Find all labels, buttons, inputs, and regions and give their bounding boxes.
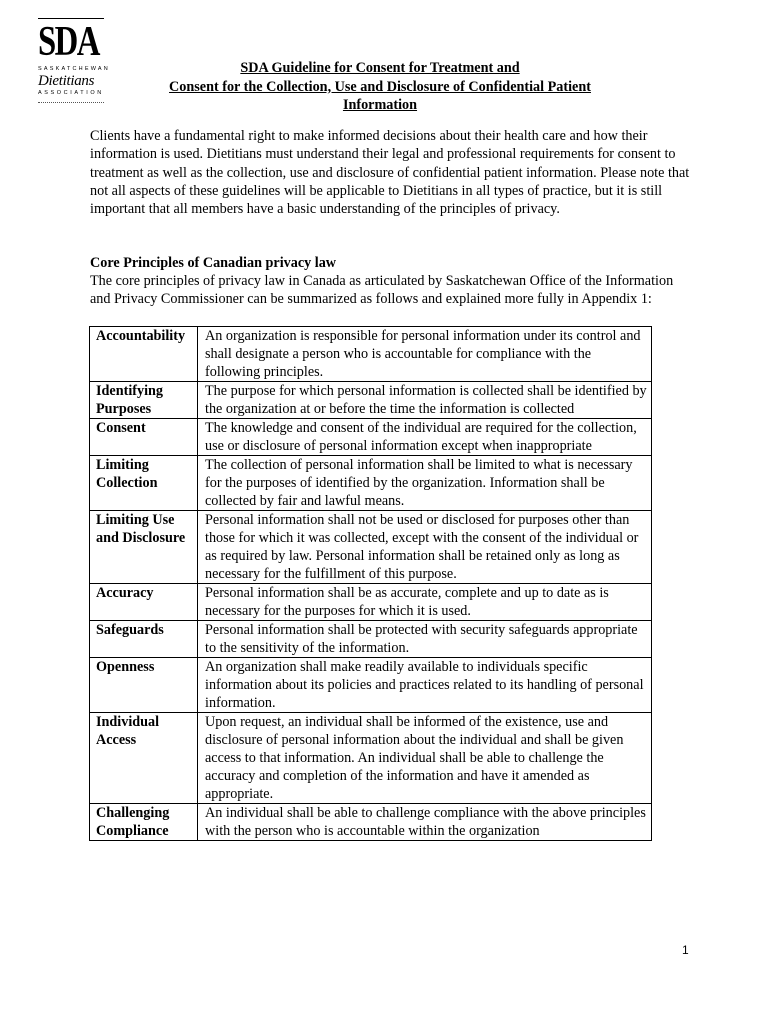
principle-term: Accuracy — [90, 584, 198, 621]
table-row — [90, 621, 652, 658]
title-line-3: Information — [342, 97, 418, 113]
core-principles-text: The core principles of privacy law in Canada as articulated by Saskatchewan Office of the Information and Privacy Commissioner can be summarized as follows and explained more fully in Appendix 1: — [90, 273, 674, 307]
title-line-1: SDA Guideline for Consent for Treatment and — [240, 60, 520, 76]
principle-term: Challenging Compliance — [90, 804, 198, 841]
principle-term: Openness — [90, 658, 198, 713]
table-row — [90, 382, 652, 419]
principle-description: An individual shall be able to challenge compliance with the above principles with the person who is accountable within the organization — [198, 804, 652, 841]
principle-description: Personal information shall be as accurate, complete and up to date as is necessary for the purposes for which it is used. — [198, 584, 652, 621]
table-row — [90, 804, 652, 841]
principle-description: An organization is responsible for personal information under its control and shall designate a person who is accountable for compliance with the following principles. — [198, 327, 652, 382]
principle-description: Personal information shall be protected with security safeguards appropriate to the sensitivity of the information. — [198, 621, 652, 658]
page-number: 1 — [682, 943, 689, 957]
table-row — [90, 584, 652, 621]
table-row — [90, 713, 652, 804]
principle-term: Limiting Use and Disclosure — [90, 511, 198, 584]
logo-line-saskatchewan: SASKATCHEWAN — [38, 66, 110, 72]
logo-bottom-rule — [38, 102, 104, 103]
principle-description: Personal information shall not be used or disclosed for purposes other than those for which it was collected, except with the consent of the individual or as required by law. Personal information shall be retained only as long as necessary for the fulfillment of this purpose. — [198, 511, 652, 584]
principle-term: Identifying Purposes — [90, 382, 198, 419]
table-row — [90, 658, 652, 713]
table-row — [90, 456, 652, 511]
sda-logo — [38, 18, 110, 120]
principle-term: Individual Access — [90, 713, 198, 804]
principle-description: The purpose for which personal information is collected shall be identified by the organization at or before the time the information is collected — [198, 382, 652, 419]
title-line-2: Consent for the Collection, Use and Disclosure of Confidential Patient — [169, 78, 591, 95]
principle-description: The collection of personal information shall be limited to what is necessary for the purposes of identified by the organization. Information shall be collected by fair and lawful means. — [198, 456, 652, 511]
principle-description: Upon request, an individual shall be informed of the existence, use and disclosure of personal information about the individual and shall be given access to that information. An individual shall be able to challenge the accuracy and completion of the information and have it amended as appropriate. — [198, 713, 652, 804]
logo-line-dietitians: Dietitians — [38, 73, 95, 89]
logo-line-association: ASSOCIATION — [38, 90, 104, 96]
principle-description: The knowledge and consent of the individual are required for the collection, use or disclosure of personal information except when inappropriate — [198, 419, 652, 456]
table-row — [90, 327, 652, 382]
table-row — [90, 511, 652, 584]
table-row — [90, 419, 652, 456]
principle-term: Limiting Collection — [90, 456, 198, 511]
principle-term: Safeguards — [90, 621, 198, 658]
principles-table — [89, 326, 652, 841]
principle-description: An organization shall make readily available to individuals specific information about its policies and practices related to its handling of personal information. — [198, 658, 652, 713]
document-title — [110, 59, 650, 115]
core-principles-heading: Core Principles of Canadian privacy law — [90, 255, 337, 271]
principle-term: Consent — [90, 419, 198, 456]
intro-paragraph: Clients have a fundamental right to make informed decisions about their health care and how their information is used. Dietitians must understand their legal and professional requirements for consent to treatment as well as the collection, use and disclosure of confidential patient information. Please note that not all aspects of these guidelines will be applicable to Dietitians in all types of practice, but it is still important that all members have a basic understanding of the principles of privacy. — [90, 128, 690, 218]
logo-mark: SDA — [38, 19, 99, 65]
principle-term: Accountability — [90, 327, 198, 382]
